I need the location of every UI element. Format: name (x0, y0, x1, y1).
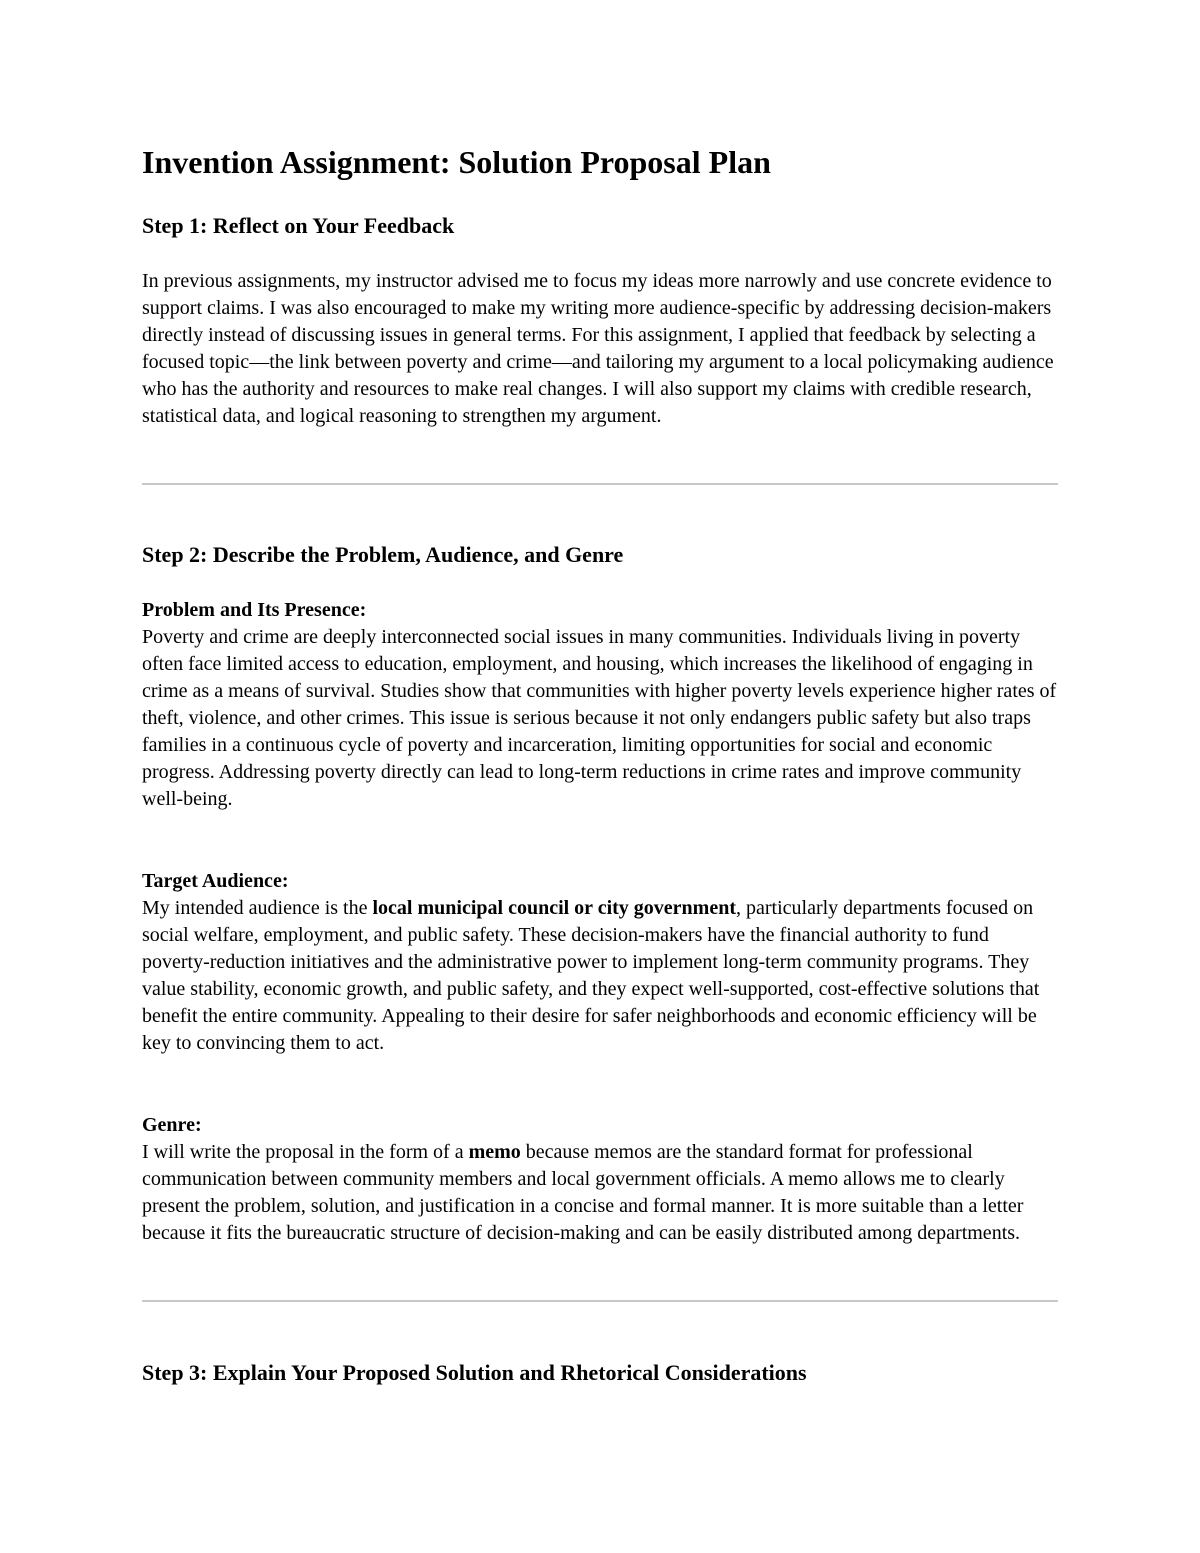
step1-body: In previous assignments, my instructor advised me to focus my ideas more narrowly and use concrete evidence to support claims. I was also encouraged to make my writing more audience-specific by addressing decision-makers directly instead of discussing issues in general terms. For this assignment, I applied that feedback by selecting a focused topic—the link between poverty and crime—and tailoring my argument to a local policymaking audience who has the authority and resources to make real changes. I will also support my claims with credible research, statistical data, and logical reasoning to strengthen my argument. (142, 270, 1054, 427)
step3-heading: Step 3: Explain Your Proposed Solution and Rhetorical Considerations (142, 1360, 807, 1385)
audience-body-bold: local municipal council or city government (372, 897, 736, 919)
step2-heading: Step 2: Describe the Problem, Audience, and Genre (142, 542, 624, 567)
genre-section (142, 1112, 1060, 1247)
step1-heading: Step 1: Reflect on Your Feedback (142, 213, 455, 238)
genre-label: Genre: (142, 1114, 202, 1136)
audience-label: Target Audience: (142, 870, 289, 892)
genre-body-before: I will write the proposal in the form of a (142, 1141, 469, 1163)
problem-label: Problem and Its Presence: (142, 599, 367, 621)
genre-body-bold: memo (468, 1141, 521, 1163)
audience-section (142, 868, 1060, 1057)
audience-body-before: My intended audience is the (142, 897, 373, 919)
problem-body: Poverty and crime are deeply interconnected social issues in many communities. Individuals living in poverty often face limited access to education, employment, and housing, which increases the likelihood of engaging in crime as a means of survival. Studies show that communities with higher poverty levels experience higher rates of theft, violence, and other crimes. This issue is serious because it not only endangers public safety but also traps families in a continuous cycle of poverty and incarceration, limiting opportunities for social and economic progress. Addressing poverty directly can lead to long-term reductions in crime rates and improve community well-being. (142, 626, 1057, 810)
genre-body-after: because memos are the standard format for professional communication between community members and local government officials. A memo allows me to clearly present the problem, solution, and justification in a concise and formal manner. It is more suitable than a letter because it fits the bureaucratic structure of decision-making and can be easily distributed among departments. (142, 1141, 1024, 1244)
section-divider (142, 483, 1058, 485)
audience-body-after: , particularly departments focused on social welfare, employment, and public safety. These decision-makers have the financial authority to fund poverty-reduction initiatives and the administrative power to implement long-term community programs. They value stability, economic growth, and public safety, and they expect well-supported, cost-effective solutions that benefit the entire community. Appealing to their desire for safer neighborhoods and economic efficiency will be key to convincing them to act. (142, 897, 1040, 1054)
problem-section (142, 597, 1060, 813)
section-divider (142, 1300, 1058, 1302)
document-title: Invention Assignment: Solution Proposal Plan (142, 144, 771, 180)
